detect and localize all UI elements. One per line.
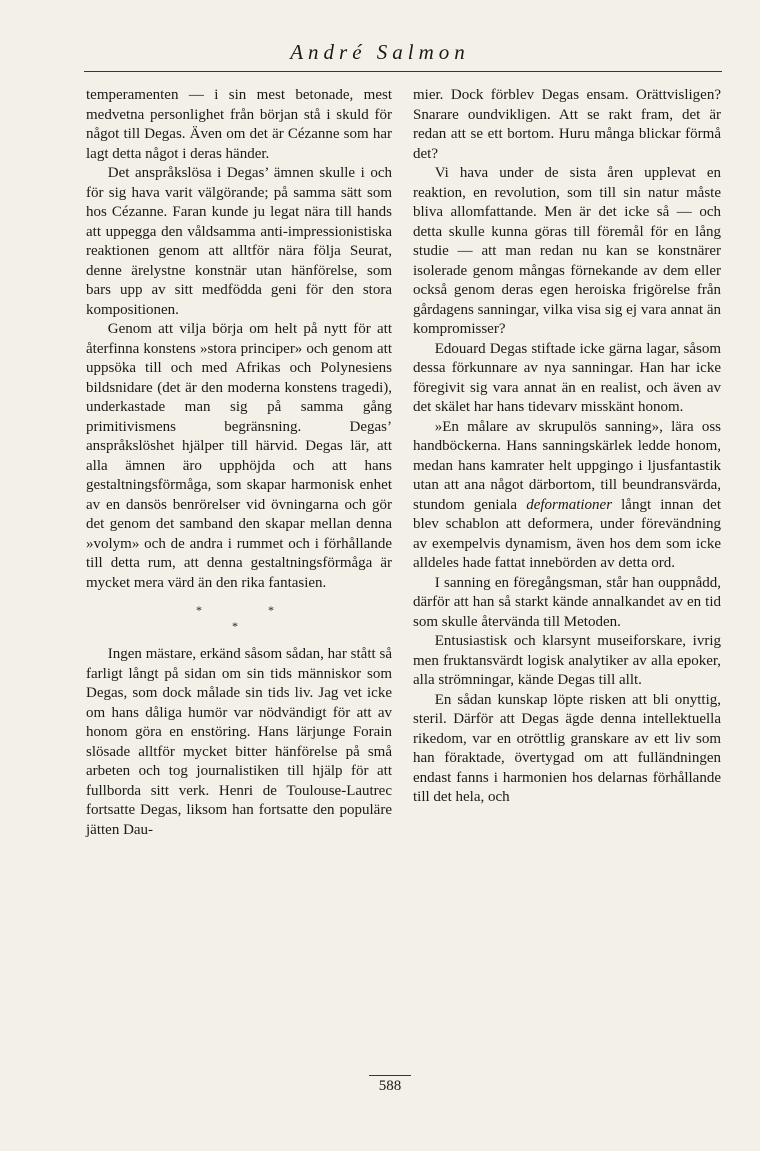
folio-rule	[369, 1075, 411, 1076]
paragraph: Ingen mästare, erkänd såsom sådan, har stått så farligt långt på sidan om sin tids människor som Degas, som dock målade sin tids liv. Jag vet icke om hans dåliga humör var nödvändigt för att av honom göra en enstöring. Hans lärjunge Forain slösade alltför mycket bitter hänförelse på små arbeten och tog journalistiken till hjälp för att fullborda sitt verk. Henri de Toulouse-Lautrec fortsatte Degas, liksom han fortsatte den populäre jätten Dau-	[86, 646, 392, 838]
paragraph: Entusiastisk och klarsynt museiforskare, ivrig men fruktansvärdt logisk analytiker av alla epoker, alla strömningar, kände Degas till allt.	[413, 633, 721, 688]
page-number: 588	[378, 1078, 402, 1094]
asterisk: *	[232, 619, 238, 633]
left-column	[86, 86, 392, 840]
header-rule	[84, 71, 722, 72]
running-title: André Salmon	[290, 40, 470, 64]
paragraph	[413, 418, 721, 574]
emphasis-text: deformationer	[526, 496, 613, 513]
paragraph: Genom att vilja börja om helt på nytt för att återfinna konstens »stora principer» och genom att uppsöka till och med Afrikas och Polynesiens bildsnidare (det är den moderna konstens tragedi), underkastade man sig på samma gång primitivismens begränsning. Degas’ anspråkslöshet hjälper till härvid. Degas lär, att alla ämnen äro upphöjda och att hans gestaltningsförmåga, som skapar harmonisk enhet av en dansös benrörelser vid övningarna och gör det genom det samband den skapar mellan denna »volym» och de andra i rummet och i förhållande till detta rum, att denna gestaltningsförmåga är mycket mera värd än den rika fantasien.	[86, 321, 392, 591]
paragraph: mier. Dock förblev Degas ensam. Orättvisligen? Snarare oundvikligen. Att se rakt fram, det är redan att se ett bortom. Huru många blickar förmå det?	[413, 87, 721, 162]
paragraph: En sådan kunskap löpte risken att bli onyttig, steril. Därför att Degas ägde denna intellektuella rikedom, var en otröttlig granskare av ett liv som han föraktade, övertygad om att fulländningen endast fanns i harmonien hos delarnas förhållande till det hela, och	[413, 691, 721, 805]
paragraph: Vi hava under de sista åren upplevat en reaktion, en revolution, som till sin natur måste bliva allomfattande. Men är det icke så — och detta skulle kunna göras till föremål för en lång studie — att man redan nu kan se konstnärer isolerade genom mångas förnekande av dem eller också genom deras egen heroiska frigörelse från gårdagens sanningar, vilka visa sig ej vara annat än kompromisser?	[413, 165, 721, 337]
asterisk: *	[196, 603, 202, 617]
paragraph: temperamenten — i sin mest betonade, mest medvetna personlighet från början stå i skuld för något till Degas. Även om det är Cézanne som har lagt detta något i deras händer.	[86, 87, 392, 162]
paragraph: Edouard Degas stiftade icke gärna lagar, såsom dessa förkunnare av nya sanningar. Han har icke föregivit sig vara annat än en realist, och även av det skälet har hans tidevarv misskänt honom.	[413, 340, 721, 415]
paragraph-text: långt innan det blev schablon att deformera, under förevändning av exempelvis dynamism, även hos dem som icke alldeles hade fattat innebörden av detta ord.	[413, 496, 721, 571]
paragraph: I sanning en föregångsman, står han ouppnådd, därför att han så starkt kände annalkandet av en tid som skulle återvända till Metoden.	[413, 574, 721, 630]
paragraph: Det anspråkslösa i Degas’ ämnen skulle i och för sig hava varit välgörande; på samma sätt som hos Cézanne. Faran kunde ju legat nära till hands att uppegga den våldsamma anti-impressionistiska reaktionen genom att alltför nära följa Seurat, denne ärelystne konstnär utan hänförelse, som bars upp av sitt medfödda geni för den stora kompositionen.	[86, 165, 392, 318]
asterisk: *	[268, 603, 274, 617]
paragraph-text: »En målare av skrupulös sanning», lära oss handböckerna. Hans sanningskärlek ledde honom, medan hans kamrater helt uppgingo i ljusfantastik utan att ana något därbortom, till beundransvärda, stundom geniala	[413, 418, 721, 513]
section-ornament	[86, 597, 392, 637]
right-column	[413, 86, 721, 808]
